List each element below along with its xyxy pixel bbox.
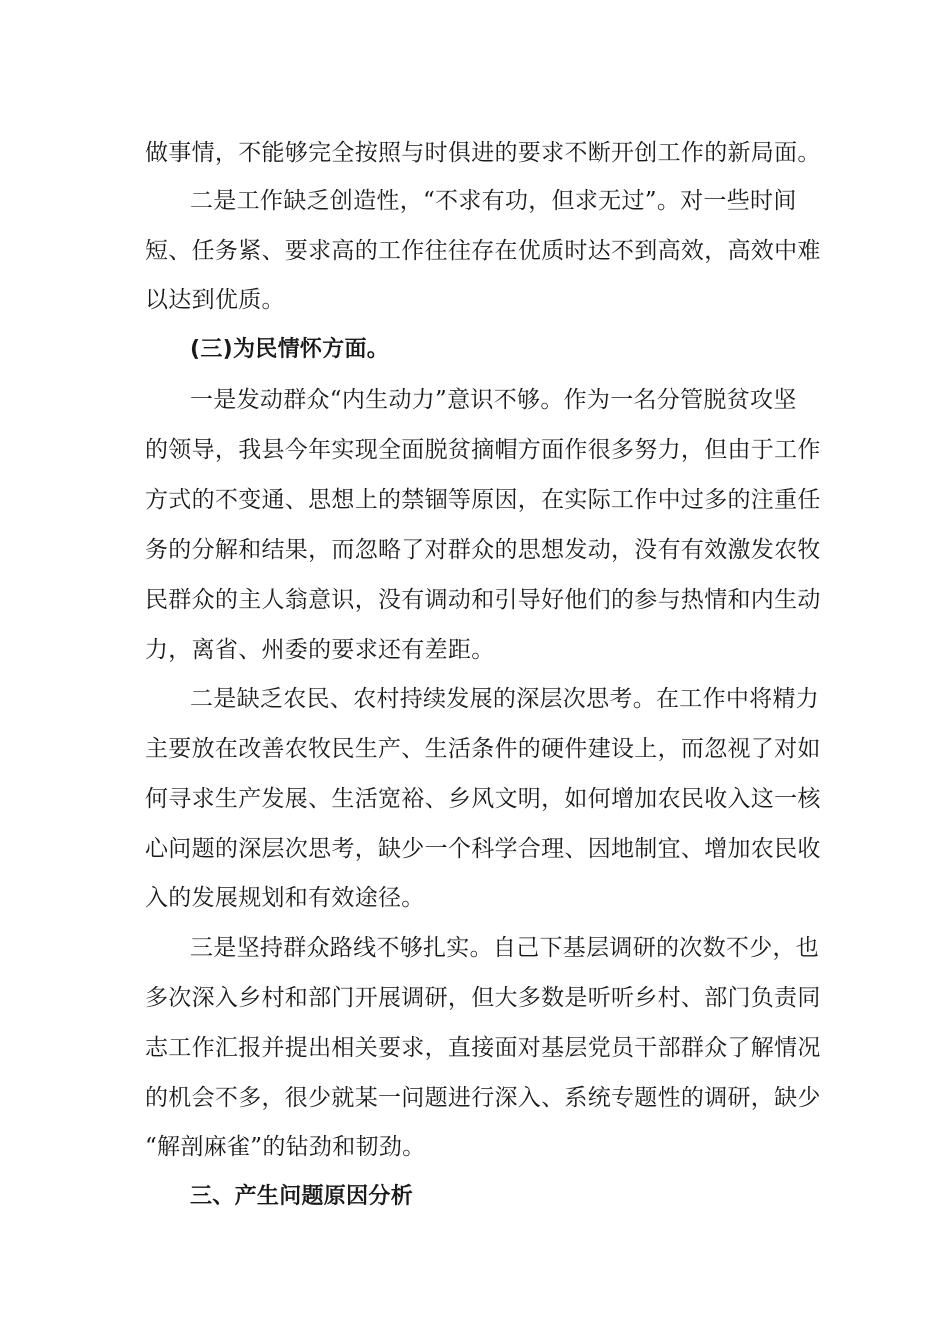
body-text-line: 务的分解和结果，而忽略了对群众的思想发动，没有有效激发农牧 [145,537,821,563]
body-text-line: 入的发展规划和有效途径。 [145,885,425,911]
body-text-line: “解剖麻雀”的钻劲和韧劲。 [145,1134,426,1160]
body-text-line: 心问题的深层次思考，缺少一个科学合理、因地制宜、增加农民收 [145,836,821,862]
paragraph-first-line: 二是工作缺乏创造性，“不求有功，但求无过”。对一些时间 [190,188,797,214]
paragraph-first-line: 二是缺乏农民、农村持续发展的深层次思考。在工作中将精力 [190,686,820,712]
body-text-line: 以达到优质。 [145,287,285,313]
body-text-line: 的领导，我县今年实现全面脱贫摘帽方面作很多努力，但由于工作 [145,437,821,463]
paragraph-first-line: 一是发动群众“内生动力”意识不够。作为一名分管脱贫攻坚 [190,387,797,413]
body-text-line: 力，离省、州委的要求还有差距。 [145,637,495,663]
body-text-line: 做事情，不能够完全按照与时俱进的要求不断开创工作的新局面。 [145,140,821,166]
body-text-line: 多次深入乡村和部门开展调研，但大多数是听听乡村、部门负责同 [145,985,821,1011]
section-heading: (三)为民情怀方面。 [190,337,390,362]
body-text-line: 民群众的主人翁意识，没有调动和引导好他们的参与热情和内生动 [145,587,821,613]
body-text-line: 主要放在改善农牧民生产、生活条件的硬件建设上，而忽视了对如 [145,736,821,762]
body-text-line: 志工作汇报并提出相关要求，直接面对基层党员干部群众了解情况 [145,1035,821,1061]
section-heading: 三、产生问题原因分析 [190,1184,414,1209]
paragraph-first-line: 三是坚持群众路线不够扎实。自己下基层调研的次数不少，也 [190,935,820,961]
body-text-line: 的机会不多，很少就某一问题进行深入、系统专题性的调研，缺少 [145,1085,821,1111]
body-text-line: 何寻求生产发展、生活宽裕、乡风文明，如何增加农民收入这一核 [145,786,821,812]
body-text-line: 方式的不变通、思想上的禁锢等原因，在实际工作中过多的注重任 [145,487,821,513]
body-text-line: 短、任务紧、要求高的工作往往存在优质时达不到高效，高效中难 [145,238,821,264]
